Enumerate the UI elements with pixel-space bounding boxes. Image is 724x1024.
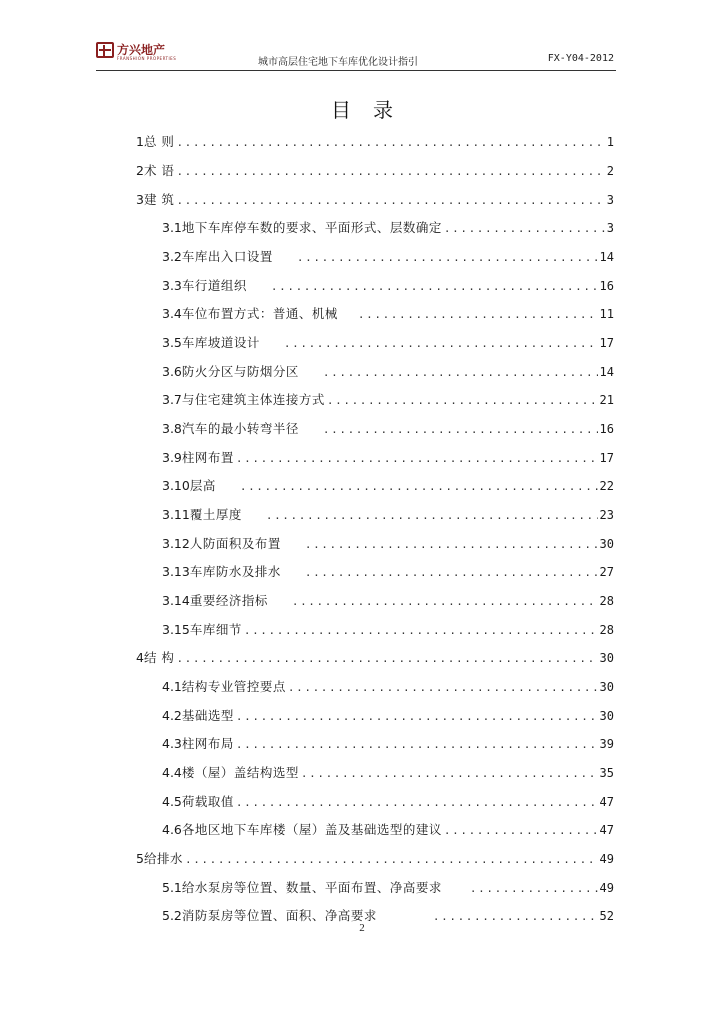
toc-entry-page: 49 (599, 881, 614, 895)
toc-leader-dots (288, 681, 598, 694)
toc-entry-label: 柱网布局 (181, 736, 234, 751)
toc-entry-number: 3 (136, 192, 144, 207)
toc-entry[interactable] (136, 648, 614, 668)
toc-entry-page: 17 (599, 336, 614, 350)
toc-leader-dots (176, 165, 604, 178)
toc-entry-label: 汽车的最小转弯半径 (181, 421, 299, 436)
toc-leader-dots (292, 595, 598, 608)
toc-entry-page: 11 (599, 307, 614, 321)
toc-heading: 目录 (331, 98, 415, 122)
toc-entry-number: 4.6 (162, 822, 182, 837)
toc-entry[interactable] (162, 878, 614, 898)
toc-entry-number: 4.1 (162, 679, 182, 694)
toc-entry-page: 2 (606, 164, 614, 178)
toc-entry-label: 消防泵房等位置、面积、净高要求 (181, 908, 377, 923)
toc-entry[interactable] (136, 190, 614, 210)
toc-entry[interactable] (136, 132, 614, 152)
toc-entry-page: 1 (606, 135, 614, 149)
toc-leader-dots (266, 509, 598, 522)
toc-entry-number: 3.15 (162, 622, 190, 637)
toc-entry[interactable] (162, 419, 614, 439)
toc-leader-dots (297, 251, 598, 264)
toc-entry-label: 车位布置方式：普通、机械 (181, 306, 338, 321)
toc-entry[interactable] (162, 763, 614, 783)
toc-entry-label: 结 构 (143, 650, 175, 665)
toc-entry-number: 4.2 (162, 708, 182, 723)
toc-entry-number: 3.4 (162, 306, 182, 321)
toc-entry-label: 车库出入口设置 (181, 249, 273, 264)
toc-entry[interactable] (162, 505, 614, 525)
toc-leader-dots (444, 222, 605, 235)
toc-entry[interactable] (162, 792, 614, 812)
toc-entry-page: 47 (599, 795, 614, 809)
toc-entry[interactable] (162, 448, 614, 468)
toc-entry-number: 4 (136, 650, 144, 665)
toc-entry-number: 3.10 (162, 478, 190, 493)
toc-entry-label: 车库防水及排水 (189, 564, 281, 579)
toc-entry-number: 4.4 (162, 765, 182, 780)
toc-leader-dots (305, 538, 598, 551)
toc-entry-number: 5 (136, 851, 144, 866)
toc-leader-dots (236, 738, 598, 751)
toc-entry-number: 5.2 (162, 908, 182, 923)
toc-entry-page: 3 (606, 193, 614, 207)
toc-entry-label: 给水泵房等位置、数量、平面布置、净高要求 (181, 880, 442, 895)
toc-entry-number: 3.2 (162, 249, 182, 264)
toc-entry[interactable] (162, 562, 614, 582)
toc-entry-number: 3.6 (162, 364, 182, 379)
toc-leader-dots (470, 882, 598, 895)
toc-entry-label: 基础选型 (181, 708, 234, 723)
toc-entry-page: 30 (599, 651, 614, 665)
toc-entry[interactable] (136, 161, 614, 181)
toc-entry-page: 14 (599, 365, 614, 379)
toc-entry[interactable] (162, 476, 614, 496)
toc-entry-label: 层高 (189, 478, 216, 493)
toc-entry-number: 3.3 (162, 278, 182, 293)
toc-entry-page: 30 (599, 537, 614, 551)
toc-entry-page: 28 (599, 594, 614, 608)
toc-entry-number: 4.3 (162, 736, 182, 751)
toc-entry[interactable] (162, 620, 614, 640)
toc-entry-number: 3.13 (162, 564, 190, 579)
logo-text: 方兴地产 (117, 43, 166, 57)
toc-entry-page: 30 (599, 680, 614, 694)
toc-leader-dots (323, 423, 598, 436)
toc-leader-dots (301, 767, 598, 780)
page-number: 2 (359, 922, 365, 934)
toc-entry-label: 各地区地下车库楼（屋）盖及基础选型的建议 (181, 822, 442, 837)
toc-entry-label: 车库细节 (189, 622, 242, 637)
toc-entry[interactable] (162, 677, 614, 697)
toc-entry[interactable] (162, 390, 614, 410)
toc-entry-number: 3.1 (162, 220, 182, 235)
document-code: FX-Y04-2012 (547, 53, 614, 64)
toc-entry-label: 防火分区与防烟分区 (181, 364, 299, 379)
toc-entry[interactable] (162, 734, 614, 754)
toc-entry-number: 3.5 (162, 335, 182, 350)
toc-entry-number: 3.12 (162, 536, 190, 551)
toc-leader-dots (327, 394, 598, 407)
toc-leader-dots (305, 566, 598, 579)
toc-leader-dots (176, 136, 604, 149)
toc-entry-number: 3.9 (162, 450, 182, 465)
page-header (96, 40, 616, 71)
toc-leader-dots (323, 366, 598, 379)
toc-entry[interactable] (162, 333, 614, 353)
toc-entry-number: 1 (136, 134, 144, 149)
toc-leader-dots (236, 796, 598, 809)
toc-entry[interactable] (162, 591, 614, 611)
toc-entry-label: 楼（屋）盖结构选型 (181, 765, 299, 780)
toc-entry-label: 总 则 (143, 134, 175, 149)
toc-entry-page: 14 (599, 250, 614, 264)
toc-entry-label: 建 筑 (143, 192, 175, 207)
toc-entry[interactable] (162, 276, 614, 296)
toc-entry-label: 覆土厚度 (189, 507, 242, 522)
toc-entry-page: 23 (599, 508, 614, 522)
logo-mark-icon (96, 42, 114, 58)
toc-entry-page: 47 (599, 823, 614, 837)
toc-entry-page: 16 (599, 422, 614, 436)
toc-entry[interactable] (162, 218, 614, 238)
toc-leader-dots (358, 308, 598, 321)
toc-entry-label: 地下车库停车数的要求、平面形式、层数确定 (181, 220, 442, 235)
toc-entry-page: 49 (599, 852, 614, 866)
toc-entry-page: 3 (606, 221, 614, 235)
document-title: 城市高层住宅地下车库优化设计指引 (258, 57, 418, 68)
toc-entry[interactable] (162, 820, 614, 840)
toc-entry-label: 人防面积及布置 (189, 536, 281, 551)
toc-entry[interactable] (136, 849, 614, 869)
toc-leader-dots (284, 337, 598, 350)
toc-entry-number: 5.1 (162, 880, 182, 895)
toc-entry-page: 35 (599, 766, 614, 780)
toc-leader-dots (236, 452, 598, 465)
toc-entry-label: 车行道组织 (181, 278, 247, 293)
toc-entry-label: 术 语 (143, 163, 175, 178)
toc-leader-dots (185, 853, 598, 866)
toc-entry-page: 28 (599, 623, 614, 637)
toc-entry-page: 27 (599, 565, 614, 579)
toc-leader-dots (176, 652, 597, 665)
toc-leader-dots (444, 824, 598, 837)
toc-entry-number: 3.8 (162, 421, 182, 436)
toc-entry[interactable] (162, 304, 614, 324)
toc-entry-label: 荷载取值 (181, 794, 234, 809)
toc-leader-dots (244, 624, 598, 637)
toc-entry-page: 17 (599, 451, 614, 465)
toc-entry-page: 52 (599, 909, 614, 923)
toc-entry-number: 3.11 (162, 507, 190, 522)
toc-entry-number: 2 (136, 163, 144, 178)
toc-entry-number: 3.7 (162, 392, 182, 407)
toc-leader-dots (240, 480, 598, 493)
toc-entry-number: 4.5 (162, 794, 182, 809)
toc-entry-label: 柱网布置 (181, 450, 234, 465)
toc-entry-label: 结构专业管控要点 (181, 679, 286, 694)
toc-entry-label: 与住宅建筑主体连接方式 (181, 392, 325, 407)
toc-leader-dots (271, 280, 598, 293)
toc-entry[interactable] (162, 534, 614, 554)
toc-entry-number: 3.14 (162, 593, 190, 608)
toc-entry-label: 车库坡道设计 (181, 335, 260, 350)
logo-subtext: FRANSHION PROPERTIES (117, 56, 177, 61)
toc-entry-page: 22 (599, 479, 614, 493)
toc-entry[interactable] (162, 362, 614, 382)
toc-entry-page: 30 (599, 709, 614, 723)
toc-entry-page: 21 (599, 393, 614, 407)
toc-entry-page: 16 (599, 279, 614, 293)
toc-entry[interactable] (162, 706, 614, 726)
toc-entry[interactable] (162, 247, 614, 267)
toc-entry-label: 重要经济指标 (189, 593, 268, 608)
toc-entry-page: 39 (599, 737, 614, 751)
toc-leader-dots (176, 194, 604, 207)
toc-entry-label: 给排水 (143, 851, 183, 866)
company-logo (96, 42, 177, 66)
toc-leader-dots (236, 710, 598, 723)
